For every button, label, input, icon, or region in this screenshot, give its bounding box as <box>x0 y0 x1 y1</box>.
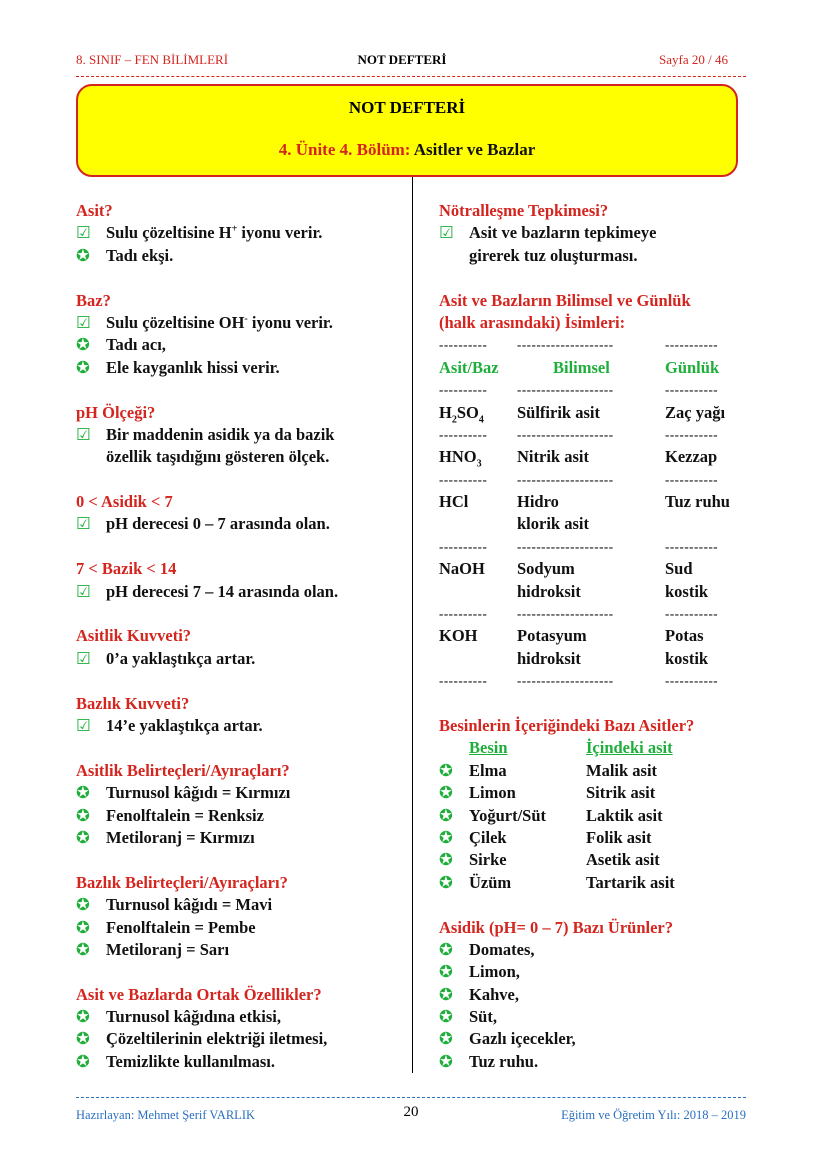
section-title-baz-belirtec: Bazlık Belirteçleri/Ayıraçları? <box>76 872 288 892</box>
left-column <box>76 200 406 1073</box>
section-title-asidik-urunler: Asidik (pH= 0 – 7) Bazı Ürünler? <box>439 917 673 937</box>
table-separator: ---------- -------------------- ----------- <box>439 426 719 442</box>
table-row: KOH Potasyum Potas <box>439 626 704 646</box>
list-item: ✪ Elma Malik asit <box>439 760 749 782</box>
header-subject: 8. SINIF – FEN BİLİMLERİ <box>76 52 229 67</box>
table-separator: ---------- -------------------- ----------- <box>439 471 719 487</box>
list-item: ✪ Kahve, <box>439 984 749 1006</box>
table-row: HCl Hidro Tuz ruhu <box>439 492 730 512</box>
table-separator: ---------- -------------------- ----------- <box>439 382 719 398</box>
list-item: ☑ Sulu çözeltisine H+ iyonu verir. <box>76 222 406 244</box>
table-row-continuation: hidroksit kostik <box>517 581 709 601</box>
section-title-bazik: 7 < Bazik < 14 <box>76 559 177 579</box>
table-row: $HNO_3$ Nitrik asit Kezzap <box>439 447 718 470</box>
footer-divider <box>76 1097 746 1098</box>
table-separator: ---------- -------------------- ----------- <box>439 337 719 353</box>
list-item: ✪ Fenolftalein = Pembe <box>76 917 406 939</box>
section-title-asitlik: Asitlik Kuvveti? <box>76 626 192 646</box>
list-item: ✪ Limon, <box>439 961 749 983</box>
list-item: ✪ Yoğurt/Süt Laktik asit <box>439 805 749 827</box>
section-title-asit: Asit? <box>76 201 113 220</box>
list-item: ☑ Asit ve bazların tepkimeye <box>439 222 749 244</box>
list-item: ✪ Tadı acı, <box>76 334 406 356</box>
section-title-isimler-2: (halk arasındaki) İsimleri: <box>439 312 626 332</box>
header-title: NOT DEFTERİ <box>357 52 447 67</box>
section-title-notr: Nötralleşme Tepkimesi? <box>439 201 609 220</box>
table-separator: ---------- -------------------- ----------- <box>439 538 719 554</box>
list-item: ✪ Temizlikte kullanılması. <box>76 1051 406 1073</box>
list-item: ✪ Limon Sitrik asit <box>439 782 749 804</box>
list-item: ✪ Fenolftalein = Renksiz <box>76 805 406 827</box>
banner-unit-label: 4. Ünite 4. Bölüm: <box>278 140 411 159</box>
section-title-besin: Besinlerin İçeriğindeki Bazı Asitler? <box>439 715 695 735</box>
list-item: ☑ 14’e yaklaştıkça artar. <box>76 715 406 737</box>
section-title-baz: Baz? <box>76 290 111 310</box>
list-item: ✪ Üzüm Tartarik asit <box>439 872 749 894</box>
table-header: Asit/Baz Bilimsel Günlük <box>439 357 720 377</box>
table-row-continuation: hidroksit kostik <box>517 648 709 668</box>
footer-author: Hazırlayan: Mehmet Şerif VARLIK <box>76 1108 256 1122</box>
section-title-bazlik: Bazlık Kuvveti? <box>76 693 190 713</box>
right-column <box>439 200 749 1073</box>
besin-header: Besin İçindeki asit <box>469 738 673 758</box>
list-item: ☑ pH derecesi 0 – 7 arasında olan. <box>76 513 406 535</box>
list-item: ✪ Ele kayganlık hissi verir. <box>76 357 406 379</box>
list-item-continuation: girerek tuz oluşturması. <box>469 245 638 265</box>
list-item: ☑ pH derecesi 7 – 14 arasında olan. <box>76 581 406 603</box>
section-title-ortak: Asit ve Bazlarda Ortak Özellikler? <box>76 984 322 1004</box>
list-item: ✪ Gazlı içecekler, <box>439 1028 749 1050</box>
list-item: ✪ Metiloranj = Sarı <box>76 939 406 961</box>
page-footer <box>76 1104 746 1124</box>
list-item: ✪ Çözeltilerinin elektriği iletmesi, <box>76 1028 406 1050</box>
list-item: ✪ Turnusol kâğıdına etkisi, <box>76 1006 406 1028</box>
table-row: $H_2SO_4$ Sülfirik asit Zaç yağı <box>439 402 726 425</box>
banner-title: NOT DEFTERİ <box>348 98 466 117</box>
list-item: ✪ Çilek Folik asit <box>439 827 749 849</box>
list-item: ☑ 0’a yaklaştıkça artar. <box>76 648 406 670</box>
list-item: ✪ Tadı ekşi. <box>76 245 406 267</box>
section-title-asidik: 0 < Asidik < 7 <box>76 492 173 512</box>
banner-subtitle <box>78 140 736 160</box>
banner-unit-topic: Asitler ve Bazlar <box>413 140 536 159</box>
table-separator: ---------- -------------------- ----------- <box>439 606 719 622</box>
list-item: ✪ Süt, <box>439 1006 749 1028</box>
table-separator: ---------- -------------------- ----------- <box>439 673 719 689</box>
section-title-asit-belirtec: Asitlik Belirteçleri/Ayıraçları? <box>76 760 290 780</box>
header-divider <box>76 76 746 77</box>
header-page-number: Sayfa 20 / 46 <box>659 52 728 67</box>
table-row-continuation: klorik asit <box>517 514 589 534</box>
list-item: ✪ Sirke Asetik asit <box>439 849 749 871</box>
list-item: ✪ Turnusol kâğıdı = Kırmızı <box>76 782 406 804</box>
list-item: ☑ Sulu çözeltisine OH- iyonu verir. <box>76 312 406 334</box>
list-item-continuation: özellik taşıdığını gösteren ölçek. <box>106 447 330 467</box>
table-row: NaOH Sodyum Sud <box>439 559 693 579</box>
list-item: ☑ Bir maddenin asidik ya da bazik <box>76 424 406 446</box>
column-divider <box>412 177 413 1073</box>
page-header <box>76 52 728 68</box>
footer-year: Eğitim ve Öğretim Yılı: 2018 – 2019 <box>561 1108 746 1122</box>
section-title-ph: pH Ölçeği? <box>76 402 156 422</box>
footer-page-number: 20 <box>403 1104 419 1120</box>
list-item: ✪ Tuz ruhu. <box>439 1051 749 1073</box>
title-banner <box>76 84 738 177</box>
list-item: ✪ Metiloranj = Kırmızı <box>76 827 406 849</box>
list-item: ✪ Turnusol kâğıdı = Mavi <box>76 894 406 916</box>
list-item: ✪ Domates, <box>439 939 749 961</box>
section-title-isimler: Asit ve Bazların Bilimsel ve Günlük <box>439 290 691 310</box>
